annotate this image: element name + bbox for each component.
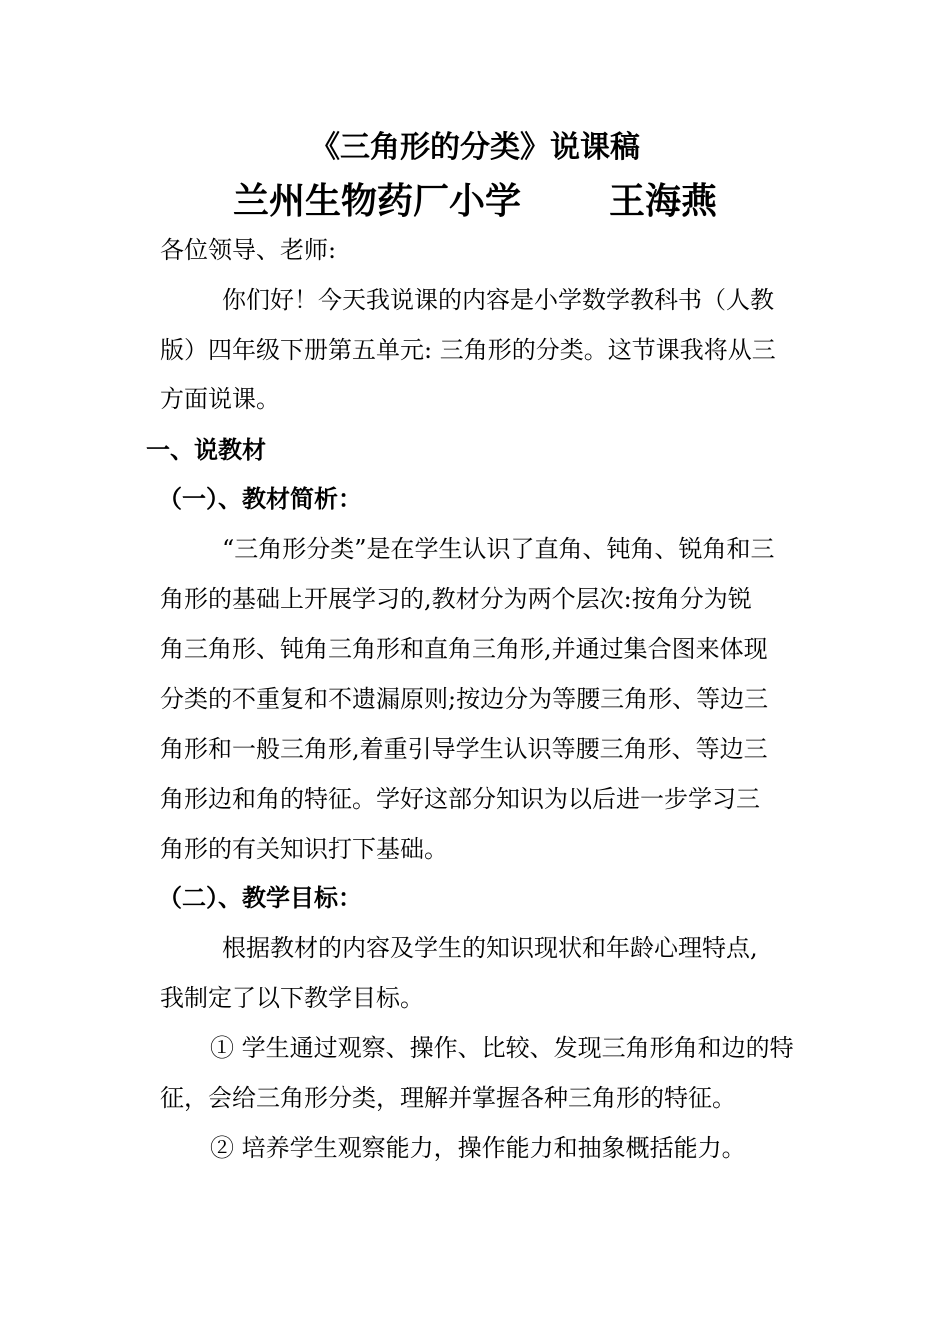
intro-line-3: 方面说课。 [160, 385, 280, 413]
author-name: 王海燕 [609, 181, 718, 222]
document-title: 《三角形的分类》说课稿 [310, 130, 640, 165]
paragraph-line: 我制定了以下教学目标。 [160, 984, 424, 1012]
goal-line: ② 培养学生观察能力，操作能力和抽象概括能力。 [210, 1134, 746, 1162]
intro-line-2: 版）四年级下册第五单元: 三角形的分类。这节课我将从三 [160, 336, 776, 364]
intro-line-1: 你们好！今天我说课的内容是小学数学教科书（人教 [222, 286, 774, 314]
goal-line: ① 学生通过观察、操作、比较、发现三角形角和边的特 [210, 1034, 794, 1062]
author-line [0, 180, 950, 224]
subsection-heading: （一）、教材简析： [158, 485, 362, 513]
section-heading: 一、说教材 [146, 436, 266, 464]
paragraph-line: “三角形分类”是在学生认识了直角、钝角、锐角和三 [222, 535, 775, 563]
paragraph-line: 角形的基础上开展学习的,教材分为两个层次:按角分为锐 [160, 585, 752, 613]
paragraph-line: 分类的不重复和不遗漏原则;按边分为等腰三角形、等边三 [160, 685, 769, 713]
paragraph-line: 角三角形、钝角三角形和直角三角形,并通过集合图来体现 [160, 635, 768, 663]
paragraph-line: 角形的有关知识打下基础。 [160, 835, 448, 863]
subsection-heading: （二）、教学目标： [158, 884, 362, 912]
author-school: 兰州生物药厂小学 [232, 181, 521, 222]
paragraph-line: 角形边和角的特征。学好这部分知识为以后进一步学习三 [160, 785, 760, 813]
greeting: 各位领导、老师: [160, 236, 337, 264]
paragraph-line: 角形和一般三角形,着重引导学生认识等腰三角形、等边三 [160, 735, 768, 763]
goal-line: 征，会给三角形分类，理解并掌握各种三角形的特征。 [160, 1084, 736, 1112]
paragraph-line: 根据教材的内容及学生的知识现状和年龄心理特点, [222, 934, 758, 962]
